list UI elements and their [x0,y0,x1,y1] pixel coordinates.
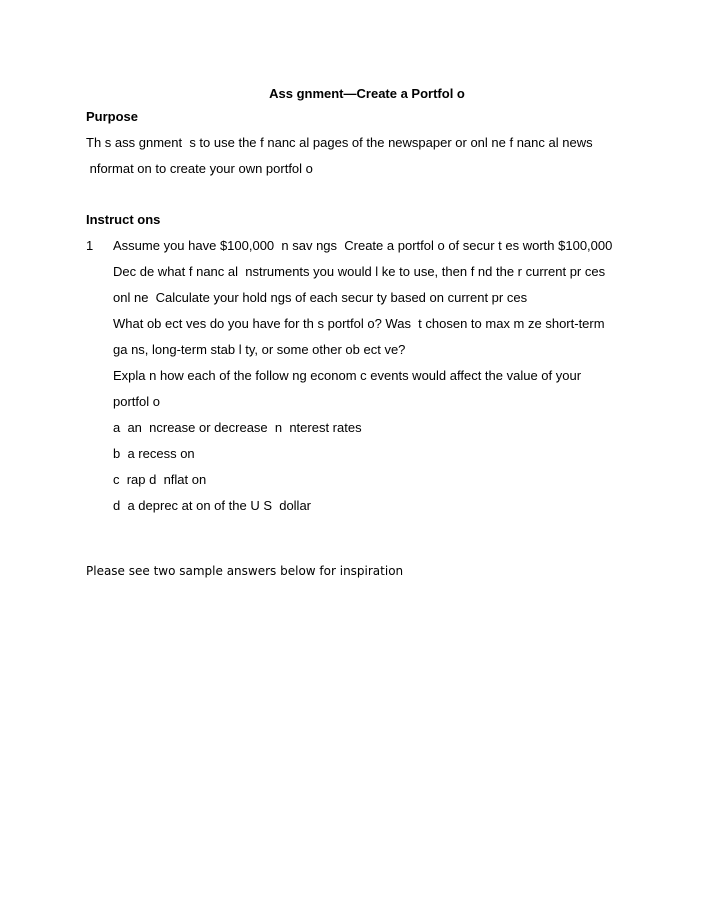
purpose-heading: Purpose [86,109,139,124]
instruction-line-4: What ob ect ves do you have for th s portfol o? Was t chosen to max m ze short-term [113,316,605,331]
instruction-line-2: Dec de what f nanc al nstruments you would l ke to use, then f nd the r current pr ces [113,264,606,279]
instructions-heading: Instruct ons [86,212,161,227]
sub-item-d: d a deprec at on of the U S dollar [113,498,312,513]
instruction-line-3: onl ne Calculate your hold ngs of each secur ty based on current pr ces [113,290,528,305]
instruction-line-7: portfol o [113,394,160,409]
sub-item-a: a an ncrease or decrease n nterest rates [113,420,362,435]
inspiration-note: Please see two sample answers below for inspiration [86,564,404,578]
instruction-line-6: Expla n how each of the follow ng econom c events would affect the value of your [113,368,582,383]
sub-item-c: c rap d nflat on [113,472,207,487]
sub-item-b: b a recess on [113,446,195,461]
instruction-line-1: Assume you have $100,000 n sav ngs Create a portfol o of secur t es worth $100,000 [113,238,613,253]
item-number: 1 [86,238,94,253]
document-title: Ass gnment—Create a Portfol o [269,86,465,101]
purpose-line-1: Th s ass gnment s to use the f nanc al pages of the newspaper or onl ne f nanc al news [86,135,593,150]
instruction-line-5: ga ns, long-term stab l ty, or some other ob ect ve? [113,342,406,357]
purpose-line-2: nformat on to create your own portfol o [86,161,313,176]
